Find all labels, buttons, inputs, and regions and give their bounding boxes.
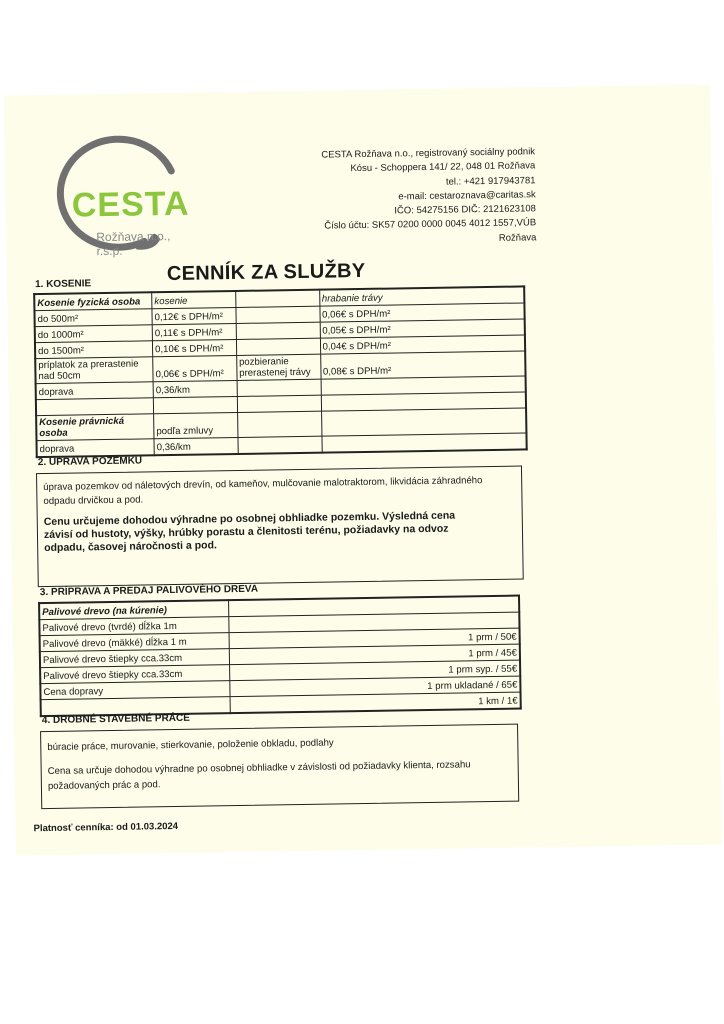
table-cell: Palivové drevo štiepky cca.33cm — [40, 665, 229, 684]
table-cell: Palivové drevo (mäkké) dĺžka 1 m — [40, 633, 229, 652]
land-prep-text: úprava pozemkov od náletových drevín, od kameňov, mulčovanie malotraktorom, likvidácia záhradného odpadu drvičkou a pod. — [43, 475, 483, 508]
table-cell: do 1000m² — [35, 325, 153, 343]
construction-box — [40, 724, 519, 809]
table-cell: 0,36/km — [153, 380, 237, 397]
firewood-price-table — [38, 595, 522, 718]
table-cell — [321, 408, 526, 436]
mowing-price-table — [33, 285, 528, 458]
table-cell: 1 prm ukladané / 65€ — [230, 676, 521, 697]
company-ids: IČO: 54275156 DIČ: 2121623108 — [394, 203, 537, 217]
table-cell — [237, 395, 321, 412]
table-cell: do 500m² — [34, 309, 152, 327]
table-cell: 0,11€ s DPH/m² — [152, 323, 236, 340]
table-cell — [237, 379, 321, 396]
table-cell: podľa zmluvy — [154, 412, 238, 438]
table-cell: Palivové drevo (tvrdé) dĺžka 1m — [39, 617, 228, 636]
table-cell: 1 prm syp. / 55€ — [229, 660, 520, 681]
section-4-heading: 4. DROBNÉ STAVEBNÉ PRÁCE — [41, 712, 190, 727]
table-cell — [153, 396, 237, 413]
table-cell: doprava — [36, 382, 154, 400]
table-cell: do 1500m² — [35, 341, 153, 359]
table-cell: 1 prm / 50€ — [229, 628, 520, 649]
land-prep-note: Cenu určujeme dohodou výhradne po osobnej obhliadke pozemku. Výsledná cena závisí od hustoty, výšky, hrúbky porastu a členitosti terénu, požiadavky na odvoz odpadu, časovej náročnosti a pod. — [43, 509, 456, 555]
table-cell: pozbieranie prerastenej trávy — [236, 354, 320, 380]
cesta-logo — [43, 133, 195, 265]
table-cell — [238, 436, 322, 454]
table-cell: Cena dopravy — [40, 681, 229, 700]
table-cell: hrabanie trávy — [319, 286, 524, 306]
table-cell — [322, 433, 527, 453]
table-cell — [235, 290, 319, 308]
section-2-heading: 2. ÚPRAVA POZEMKU — [37, 455, 143, 469]
table-cell: kosenie — [152, 291, 236, 309]
logo-subtitle: Rožňava n.o., r.s.p. — [96, 228, 171, 259]
land-prep-box — [36, 466, 524, 588]
table-cell: 1 prm / 45€ — [229, 644, 520, 665]
table-cell: Kosenie fyzická osoba — [34, 292, 152, 310]
company-account: Číslo účtu: SK57 0200 0000 0045 4012 1557,VÚB Rožňava — [324, 217, 537, 244]
company-name: CESTA Rožňava n.o., registrovaný sociálny podnik — [321, 146, 536, 161]
table-cell: 0,12€ s DPH/m² — [152, 307, 236, 324]
company-header — [305, 145, 537, 249]
table-cell: Palivové drevo (na kúrenie) — [39, 600, 229, 619]
table-cell: 0,04€ s DPH/m² — [320, 335, 525, 354]
table-cell — [236, 306, 320, 323]
table-cell — [36, 398, 154, 416]
table-cell: 0,05€ s DPH/m² — [320, 319, 525, 338]
table-cell: 0,10€ s DPH/m² — [153, 339, 237, 356]
section-3-heading: 3. PRÍPRAVA A PREDAJ PALIVOVÉHO DREVA — [39, 583, 259, 599]
table-cell — [237, 411, 321, 437]
table-cell: doprava — [36, 439, 154, 457]
table-cell: 1 km / 1€ — [230, 692, 521, 713]
table-cell: 0,08€ s DPH/m² — [320, 351, 525, 379]
table-cell: 0,06€ s DPH/m² — [319, 303, 524, 322]
table-cell: 0,36/km — [154, 437, 238, 455]
table-cell — [236, 338, 320, 355]
construction-note: Cena sa určuje dohodou výhradne po osobnej obhliadke v závislosti od požiadavky klienta, rozsahu požadovaných prác a pod. — [47, 759, 471, 792]
validity-note: Platnosť cenníka: od 01.03.2024 — [33, 820, 179, 835]
table-cell: príplatok za prerastenie nad 50cm — [35, 357, 153, 384]
table-cell — [236, 322, 320, 339]
section-1-heading: 1. KOSENIE — [34, 278, 92, 291]
table-cell: Kosenie právnická osoba — [36, 414, 154, 441]
page-title: CENNÍK ZA SLUŽBY — [166, 259, 366, 286]
construction-text: búracie práce, murovanie, stierkovanie, položenie obkladu, podlahy — [47, 737, 334, 753]
company-address: Kósu - Schoppera 141/ 22, 048 01 Rožňava — [350, 160, 536, 175]
company-email: e-mail: cestaroznava@caritas.sk — [398, 189, 536, 203]
table-cell: 0,06€ s DPH/m² — [153, 355, 237, 381]
price-list-sheet — [4, 85, 722, 856]
logo-name: CESTA — [71, 184, 190, 225]
table-cell: Palivové drevo štiepky cca.33cm — [40, 649, 229, 668]
company-phone: tel.: +421 917943781 — [445, 174, 536, 188]
